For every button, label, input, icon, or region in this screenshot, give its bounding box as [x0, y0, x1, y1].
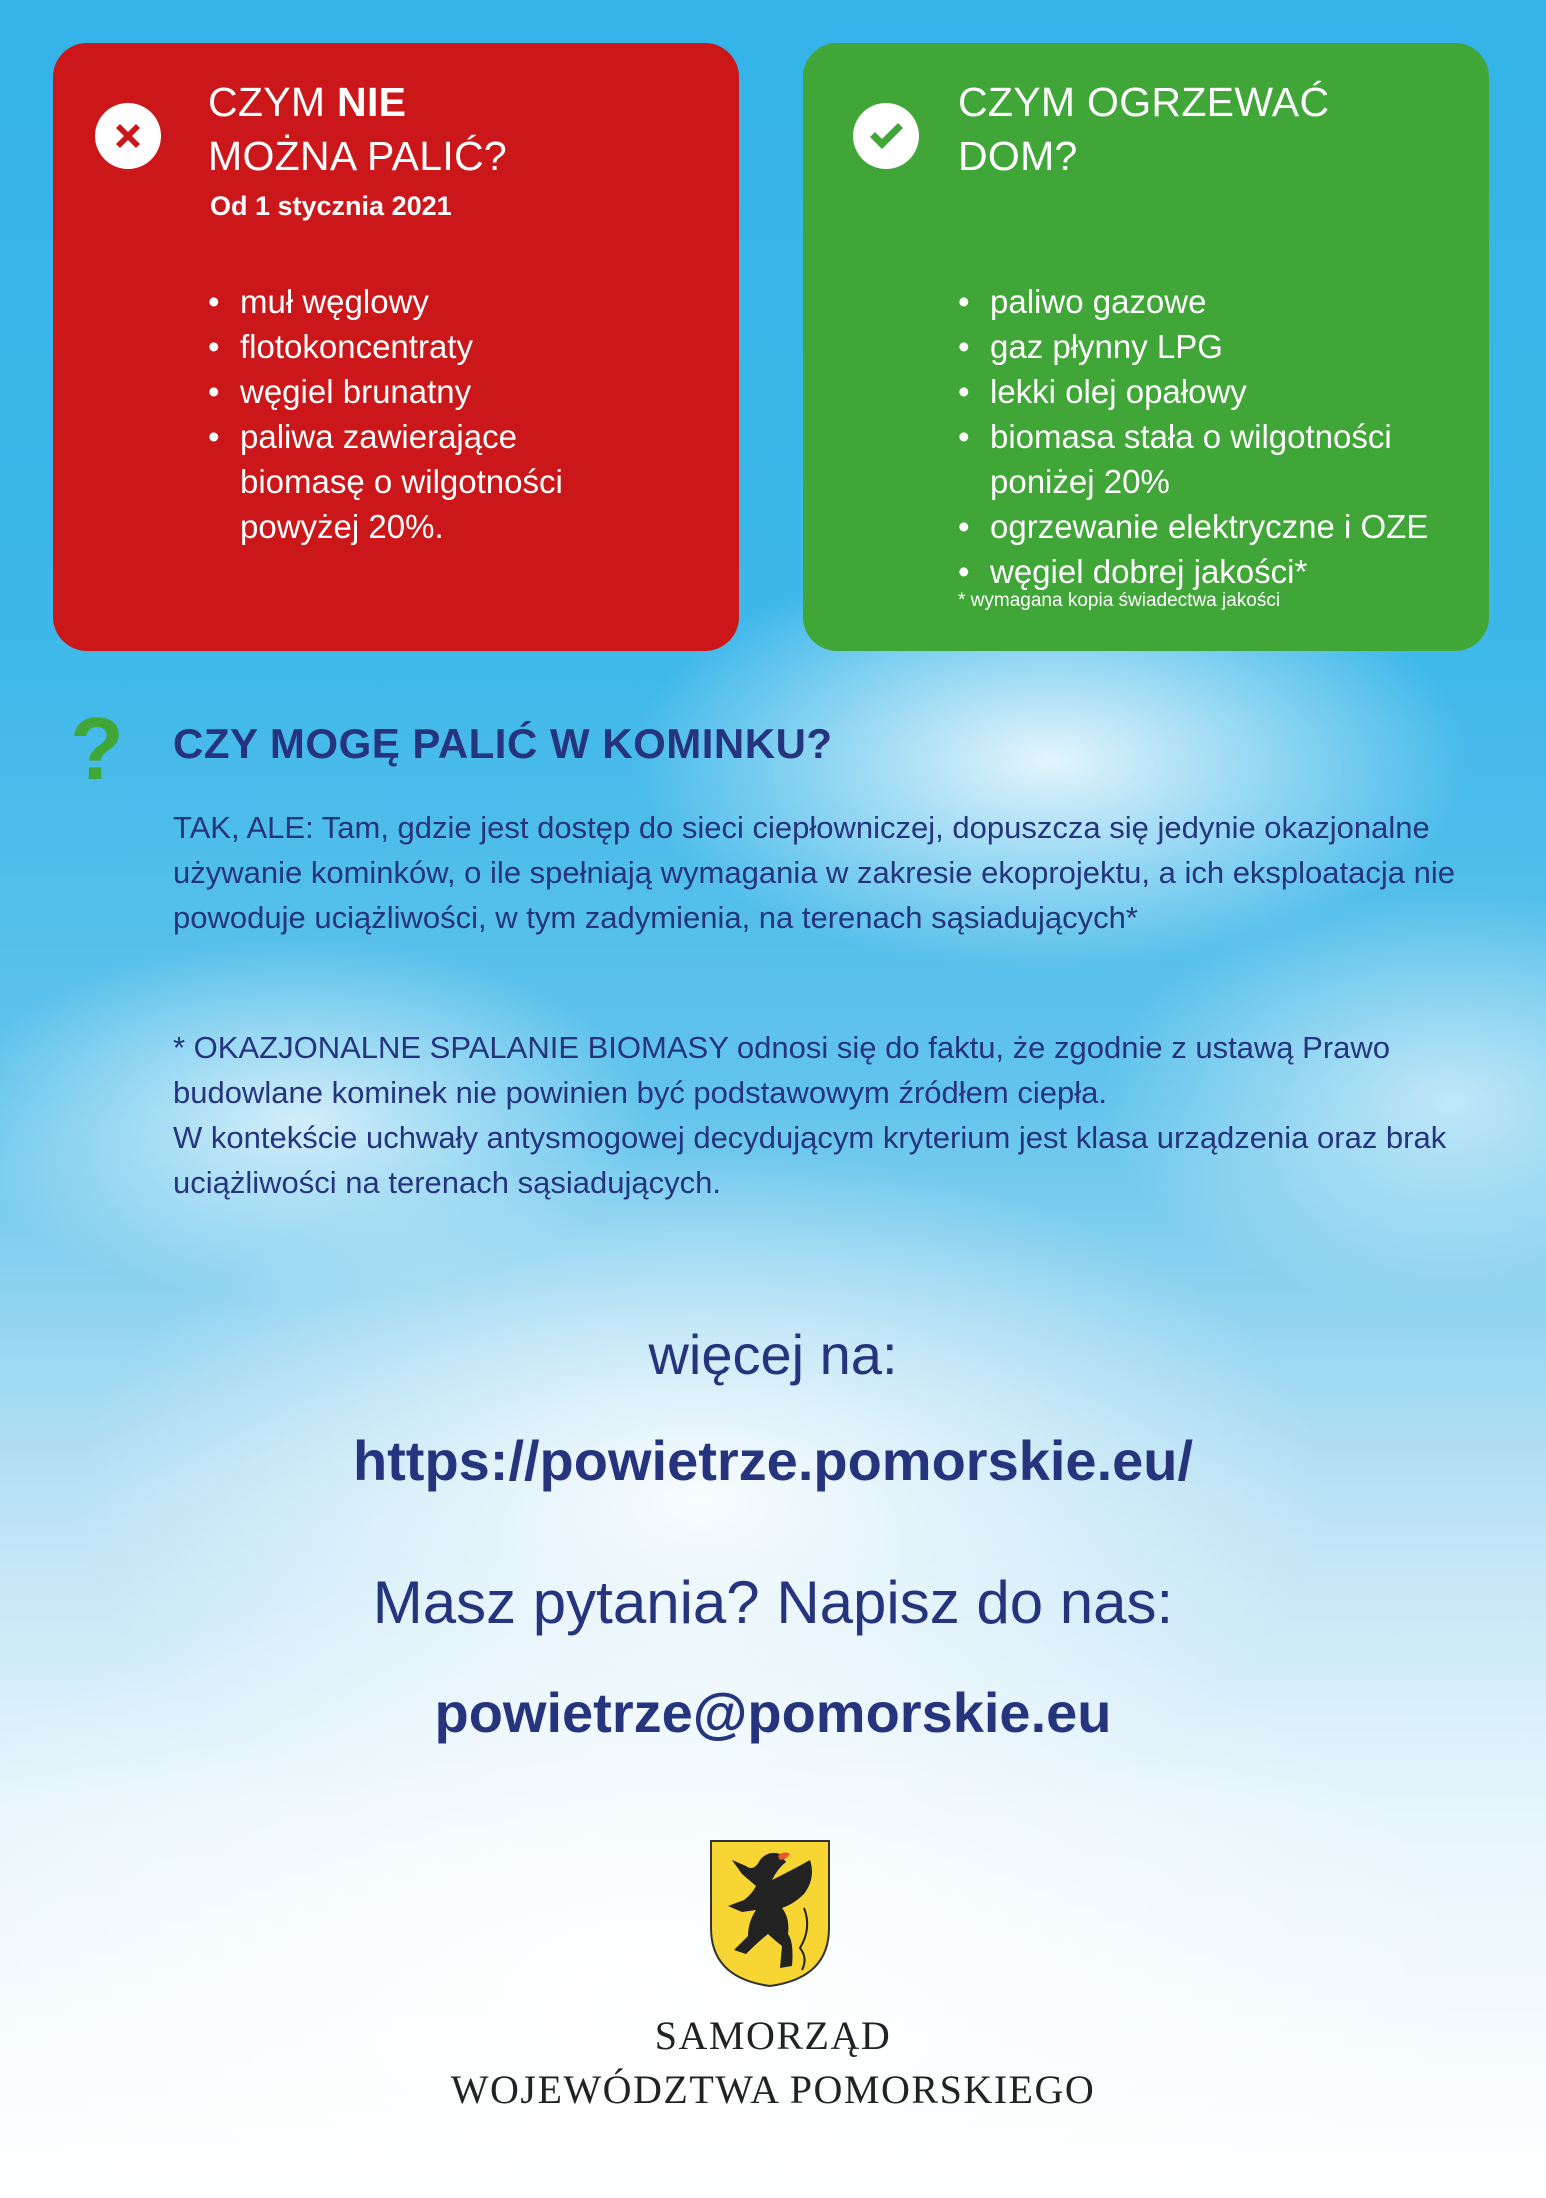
list-item: • lekki olej opałowy — [958, 369, 1478, 414]
org-name-line2: WOJEWÓDZTWA POMORSKIEGO — [450, 2067, 1096, 2112]
list-item: • węgiel dobrej jakości* — [958, 549, 1478, 594]
list-item: • paliwa zawierające biomasę o wilgotności powyżej 20%. — [208, 414, 570, 549]
list-item: • flotokoncentraty — [208, 324, 570, 369]
question-mark-icon: ? — [70, 699, 124, 798]
forbidden-fuels-card — [53, 43, 739, 651]
note-lead: * OKAZJONALNE SPALANIE BIOMASY — [173, 1030, 729, 1065]
forbidden-card-title: CZYM NIE MOŻNA PALIĆ? — [208, 79, 508, 179]
x-circle-icon — [95, 103, 161, 169]
questions-label: Masz pytania? Napisz do nas: — [372, 1569, 1174, 1636]
list-item: • paliwo gazowe — [958, 279, 1478, 324]
list-item: • ogrzewanie elektryczne i OZE — [958, 504, 1478, 549]
quality-certificate-note: * wymagana kopia świadectwa jakości — [958, 590, 1281, 611]
occasional-burning-note: * OKAZJONALNE SPALANIE BIOMASY odnosi się do faktu, że zgodnie z ustawą Prawo budowlane kominek nie powinien być podstawowym źródłem ciepła. W kontekście uchwały antysmogowej decydującym kryterium jest klasa urządzenia oraz brak uciążliwości na terenach sąsiadujących. — [173, 1030, 1447, 1200]
list-item: • gaz płynny LPG — [958, 324, 1478, 369]
pomeranian-griffin-crest-icon — [708, 1838, 832, 1988]
fireplace-section-title: CZY MOGĘ PALIĆ W KOMINKU? — [173, 720, 833, 767]
website-link[interactable]: https://powietrze.pomorskie.eu/ — [352, 1429, 1194, 1492]
allowed-card-title: CZYM OGRZEWAĆ DOM? — [958, 79, 1330, 179]
org-name-line1: SAMORZĄD — [654, 2013, 892, 2058]
list-item: • węgiel brunatny — [208, 369, 570, 414]
email-link[interactable]: powietrze@pomorskie.eu — [434, 1681, 1112, 1744]
list-item: • muł węglowy — [208, 279, 570, 324]
check-circle-icon — [853, 103, 919, 169]
forbidden-fuels-list — [208, 279, 570, 549]
allowed-fuels-list — [958, 279, 1478, 594]
more-info-label: więcej na: — [648, 1323, 898, 1386]
fireplace-answer: TAK, ALE: Tam, gdzie jest dostęp do sieci ciepłowniczej, dopuszcza się jedynie okazjonalne używanie kominków, o ile spełniają wymagania w zakresie ekoprojektu, a ich eksploatacja nie powoduje uciążliwości, w tym zadymienia, na terenach sąsiadujących* — [173, 810, 1456, 935]
effective-date: Od 1 stycznia 2021 — [210, 191, 452, 221]
list-item: • biomasa stała o wilgotności poniżej 20% — [958, 414, 1430, 504]
allowed-fuels-card — [803, 43, 1489, 651]
